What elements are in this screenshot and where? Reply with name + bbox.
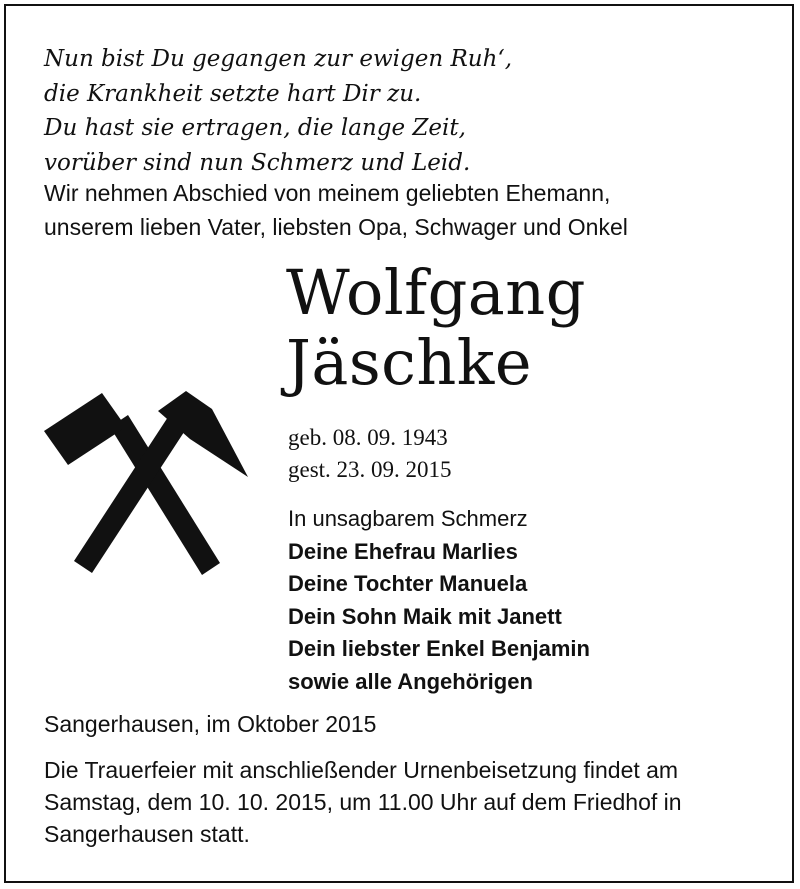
- poem-line: Nun bist Du gegangen zur ewigen Ruh‘,: [44, 46, 513, 72]
- last-name: Jäschke: [286, 326, 533, 399]
- mourner-name: Dein Sohn Maik mit Janett: [288, 603, 562, 629]
- ceremony-line: Samstag, dem 10. 10. 2015, um 11.00 Uhr auf dem Friedhof in: [44, 789, 682, 815]
- mourner-name: Deine Ehefrau Marlies: [288, 538, 518, 564]
- funeral-details: [44, 754, 774, 850]
- hammer-and-pick-icon: [40, 375, 260, 585]
- deceased-name: [286, 258, 586, 398]
- farewell-intro: [44, 176, 764, 244]
- death-date: gest. 23. 09. 2015: [288, 457, 452, 482]
- ceremony-line: Die Trauerfeier mit anschließender Urnenbeisetzung findet am: [44, 757, 679, 783]
- first-name: Wolfgang: [286, 256, 586, 329]
- ceremony-line: Sangerhausen statt.: [44, 821, 250, 847]
- mourner-name: Deine Tochter Manuela: [288, 571, 528, 597]
- intro-line: unserem lieben Vater, liebsten Opa, Schwager und Onkel: [44, 214, 628, 240]
- memorial-poem: [44, 42, 744, 180]
- intro-line: Wir nehmen Abschied von meinem geliebten Ehemann,: [44, 180, 611, 206]
- poem-line: Du hast sie ertragen, die lange Zeit,: [44, 115, 466, 141]
- life-dates: [288, 422, 452, 486]
- mourners-list: [288, 503, 590, 699]
- birth-date: geb. 08. 09. 1943: [288, 425, 448, 450]
- poem-line: vorüber sind nun Schmerz und Leid.: [44, 149, 471, 176]
- mourner-name: sowie alle Angehörigen: [288, 668, 533, 694]
- mourners-lead: In unsagbarem Schmerz: [288, 506, 528, 531]
- poem-line: die Krankheit setzte hart Dir zu.: [44, 80, 422, 107]
- place-and-date: Sangerhausen, im Oktober 2015: [44, 711, 377, 737]
- mourner-name: Dein liebster Enkel Benjamin: [288, 636, 590, 662]
